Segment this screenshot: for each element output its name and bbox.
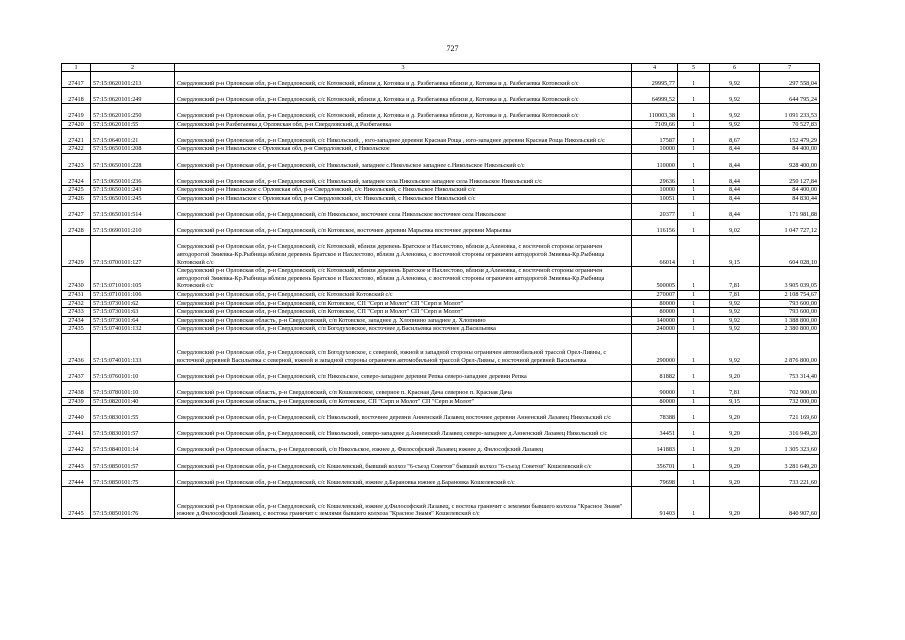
count-value: 1 <box>678 170 710 186</box>
location-description: Свердловский р-н Орловская обл, р-н Свердловский, с/с Никольский, западнее с.Никольское западнее с.Никольское Никольский с/с <box>175 153 632 169</box>
area-value: 110003,38 <box>632 104 678 120</box>
count-value: 1 <box>678 153 710 169</box>
rate-value: 9,92 <box>710 88 760 104</box>
cadastral-number: 57:15:0850101:75 <box>91 471 175 487</box>
rate-value: 9,92 <box>710 308 760 317</box>
count-value: 1 <box>678 397 710 406</box>
table-row <box>62 219 820 235</box>
cadastral-number: 57:15:0620101:249 <box>91 88 175 104</box>
cost-value: 2 380 800,00 <box>760 325 820 334</box>
table-row <box>62 194 820 203</box>
area-value: 81882 <box>632 365 678 381</box>
table-row <box>62 203 820 219</box>
cost-value: 1 091 233,53 <box>760 104 820 120</box>
count-value: 1 <box>678 325 710 334</box>
row-number: 27421 <box>62 129 91 145</box>
cost-value: 1 047 727,12 <box>760 219 820 235</box>
cadastral-number: 57:15:0650101:514 <box>91 203 175 219</box>
cost-value: 721 169,60 <box>760 406 820 422</box>
cadastral-number: 57:15:0710101:106 <box>91 291 175 300</box>
table-row <box>62 308 820 317</box>
row-number: 27442 <box>62 438 91 454</box>
cost-value: 84 400,00 <box>760 186 820 195</box>
row-number: 27433 <box>62 308 91 317</box>
table-row <box>62 487 820 518</box>
table-row <box>62 406 820 422</box>
cadastral-number: 57:15:0760101:10 <box>91 365 175 381</box>
table-row <box>62 72 820 88</box>
row-number: 27445 <box>62 487 91 518</box>
row-number: 27441 <box>62 422 91 438</box>
count-value: 1 <box>678 308 710 317</box>
cost-value: 702 900,00 <box>760 381 820 397</box>
row-number: 27432 <box>62 299 91 308</box>
area-value: 7109,66 <box>632 120 678 129</box>
rate-value: 8,67 <box>710 129 760 145</box>
cadastral-number: 57:15:0730101:62 <box>91 299 175 308</box>
rate-value: 9,92 <box>710 104 760 120</box>
cost-value: 3 905 039,05 <box>760 267 820 291</box>
cadastral-number: 57:15:0730101:63 <box>91 308 175 317</box>
row-number: 27420 <box>62 120 91 129</box>
row-number: 27437 <box>62 365 91 381</box>
count-value: 1 <box>678 471 710 487</box>
rate-value: 7,81 <box>710 381 760 397</box>
row-number: 27429 <box>62 235 91 266</box>
cost-value: 152 479,29 <box>760 129 820 145</box>
column-header: 6 <box>710 64 760 72</box>
area-value: 34451 <box>632 422 678 438</box>
count-value: 1 <box>678 194 710 203</box>
count-value: 1 <box>678 454 710 470</box>
row-number: 27422 <box>62 145 91 154</box>
location-description: Свердловский р-н Никольское с Орловская обл, р-н Свердловский, с/с Никольский, с Никольское Никольский с/с <box>175 194 632 203</box>
header-row <box>62 64 820 72</box>
rate-value: 9,92 <box>710 316 760 325</box>
count-value: 1 <box>678 299 710 308</box>
rate-value: 9,20 <box>710 438 760 454</box>
cost-value: 250 127,84 <box>760 170 820 186</box>
area-value: 80000 <box>632 308 678 317</box>
count-value: 1 <box>678 219 710 235</box>
row-number: 27444 <box>62 471 91 487</box>
table-row <box>62 334 820 365</box>
area-value: 90000 <box>632 381 678 397</box>
row-number: 27427 <box>62 203 91 219</box>
cost-value: 70 527,83 <box>760 120 820 129</box>
location-description: Свердловский р-н Орловская обл, р-н Свердловский, с/с Котовский, вблизи деревень Братское и Нахлестово, вблизи д.Аленовка, с восточной стороны ограничен автодорогой Змиевка-Кр.Рыбница вблизи деревень Братское и Нахлестово, вблизи д.Аленовка, с восточной стороны ограничен автодорогой Змиевка-Кр.Рыбница Котовский с/с <box>175 235 632 266</box>
count-value: 1 <box>678 88 710 104</box>
rate-value: 7,81 <box>710 267 760 291</box>
location-description: Свердловский р-н Орловская обл, р-н Свердловский, с/п Никольское, восточнее села Никольское восточнее села Никольское <box>175 203 632 219</box>
area-value: 10051 <box>632 194 678 203</box>
location-description: Свердловский р-н Никольское с Орловская обл, р-н Свердловский, с Никольское <box>175 145 632 154</box>
count-value: 1 <box>678 334 710 365</box>
rate-value: 9,92 <box>710 72 760 88</box>
cost-value: 733 221,60 <box>760 471 820 487</box>
cadastral-number: 57:15:0820101:40 <box>91 397 175 406</box>
rate-value: 8,44 <box>710 194 760 203</box>
cost-value: 604 028,10 <box>760 235 820 266</box>
count-value: 1 <box>678 422 710 438</box>
location-description: Свердловский р-н Орловская обл, р-н Свердловский, с/п Котовское, СП "Серп и Молот" СП "Серп и Молот" <box>175 299 632 308</box>
rate-value: 9,92 <box>710 325 760 334</box>
cadastral-number: 57:15:0830101:57 <box>91 422 175 438</box>
table-row <box>62 120 820 129</box>
location-description: Свердловский р-н Орловская область, р-н Свердловский, с/п Кошелевское, северное п. Красная Дача северное п. Красная Дача <box>175 381 632 397</box>
cadastral-number: 57:15:0650101:243 <box>91 186 175 195</box>
table-row <box>62 381 820 397</box>
table-row <box>62 316 820 325</box>
location-description: Свердловский р-н Орловская обл, р-н Свердловский, с/п Богодуховское, восточнее д.Васильевка восточнее д.Васильевка <box>175 325 632 334</box>
area-value: 64999,52 <box>632 88 678 104</box>
column-header: 3 <box>175 64 632 72</box>
row-number: 27426 <box>62 194 91 203</box>
cost-value: 1 388 800,00 <box>760 316 820 325</box>
area-value: 356701 <box>632 454 678 470</box>
location-description: Свердловский р-н Орловская обл, р-н Свердловский, с/с Никольский, западнее села Никольское западнее села Никольское Никольский с/с <box>175 170 632 186</box>
column-header: 7 <box>760 64 820 72</box>
cost-value: 928 400,00 <box>760 153 820 169</box>
cost-value: 84 400,00 <box>760 145 820 154</box>
rate-value: 8,44 <box>710 153 760 169</box>
count-value: 1 <box>678 129 710 145</box>
rate-value: 9,20 <box>710 471 760 487</box>
row-number: 27436 <box>62 334 91 365</box>
row-number: 27417 <box>62 72 91 88</box>
table-row <box>62 454 820 470</box>
table-row <box>62 325 820 334</box>
location-description: Свердловский р-н Орловская область, р-н Свердловский, с/п Котовское, СП "Серп и Молот" СП "Серп и Молот" <box>175 397 632 406</box>
area-value: 91403 <box>632 487 678 518</box>
location-description: Свердловский р-н Орловская обл, р-н Свердловский, с/с Котовский, вблизи д. Котовка и д. Разбегаевка вблизи д. Котовка и д. Разбегаевка Котовский с/с <box>175 104 632 120</box>
area-value: 500005 <box>632 267 678 291</box>
row-number: 27425 <box>62 186 91 195</box>
row-number: 27428 <box>62 219 91 235</box>
count-value: 1 <box>678 316 710 325</box>
table-row <box>62 422 820 438</box>
area-value: 79698 <box>632 471 678 487</box>
cadastral-number: 57:15:0740101:132 <box>91 325 175 334</box>
rate-value: 9,20 <box>710 487 760 518</box>
location-description: Свердловский р-н Орловская обл, р-н Свердловский, с/с Котовский Котовский с/с <box>175 291 632 300</box>
cost-value: 1 305 323,60 <box>760 438 820 454</box>
count-value: 1 <box>678 120 710 129</box>
area-value: 17587 <box>632 129 678 145</box>
area-value: 141883 <box>632 438 678 454</box>
row-number: 27424 <box>62 170 91 186</box>
rate-value: 9,92 <box>710 120 760 129</box>
table-row <box>62 88 820 104</box>
count-value: 1 <box>678 186 710 195</box>
column-header: 5 <box>678 64 710 72</box>
cost-value: 753 314,40 <box>760 365 820 381</box>
rate-value: 9,15 <box>710 235 760 266</box>
rate-value: 8,44 <box>710 170 760 186</box>
count-value: 1 <box>678 267 710 291</box>
cadastral-number: 57:15:0620101:55 <box>91 120 175 129</box>
count-value: 1 <box>678 487 710 518</box>
rate-value: 8,44 <box>710 186 760 195</box>
cost-value: 171 981,88 <box>760 203 820 219</box>
cadastral-number: 57:15:0740101:133 <box>91 334 175 365</box>
area-value: 80000 <box>632 299 678 308</box>
area-value: 240000 <box>632 325 678 334</box>
area-value: 29636 <box>632 170 678 186</box>
row-number: 27439 <box>62 397 91 406</box>
location-description: Свердловский р-н Орловская обл, р-н Свердловский, с/п Котовское, восточнее деревни Марьевка восточнее деревни Марьевка <box>175 219 632 235</box>
cadastral-number: 57:15:0690101:210 <box>91 219 175 235</box>
location-description: Свердловский р-н Орловская обл, р-н Свердловский, с/с Кошелевский, бывший колхоз "6-съезд Советов" бывший колхоз "6-съезд Советов" Кошелевский с/с <box>175 454 632 470</box>
table-row <box>62 235 820 266</box>
column-header: 1 <box>62 64 91 72</box>
area-value: 20377 <box>632 203 678 219</box>
row-number: 27431 <box>62 291 91 300</box>
location-description: Свердловский р-н Орловская обл, р-н Свердловский, с/с Никольский, восточнее деревни Анненский Лазавец восточнее деревни Анненский Лазавец Никольский с/с <box>175 406 632 422</box>
area-value: 80000 <box>632 397 678 406</box>
area-value: 140000 <box>632 316 678 325</box>
cadastral-number: 57:15:0650101:208 <box>91 145 175 154</box>
cost-value: 793 600,00 <box>760 299 820 308</box>
area-value: 29995,77 <box>632 72 678 88</box>
rate-value: 9,15 <box>710 397 760 406</box>
rate-value: 8,44 <box>710 145 760 154</box>
rate-value: 9,20 <box>710 454 760 470</box>
cost-value: 2 108 754,67 <box>760 291 820 300</box>
count-value: 1 <box>678 203 710 219</box>
cadastral-number: 57:15:0650101:245 <box>91 194 175 203</box>
count-value: 1 <box>678 235 710 266</box>
table-row <box>62 170 820 186</box>
count-value: 1 <box>678 365 710 381</box>
location-description: Свердловский р-н Орловская обл, р-н Свердловский, с/с Никольский, северо-западнее д.Анненский Лазавец северо-западнее д.Анненский Лазавец Никольский с/с <box>175 422 632 438</box>
cadastral-number: 57:15:0830101:55 <box>91 406 175 422</box>
area-value: 110000 <box>632 153 678 169</box>
area-value: 290000 <box>632 334 678 365</box>
rate-value: 9,92 <box>710 299 760 308</box>
cost-value: 840 907,60 <box>760 487 820 518</box>
table-row <box>62 438 820 454</box>
cadastral-number: 57:15:0780101:10 <box>91 381 175 397</box>
cadastral-number: 57:15:0640101:21 <box>91 129 175 145</box>
location-description: Свердловский р-н Орловская обл, р-н Свердловский, с/п Никольское, северо-западнее деревни Репка северо-западнее деревни Репка <box>175 365 632 381</box>
row-number: 27423 <box>62 153 91 169</box>
row-number: 27418 <box>62 88 91 104</box>
cost-value: 2 876 800,00 <box>760 334 820 365</box>
location-description: Свердловский р-н Орловская область, р-н Свердловский, с/п Котовское, западнее д. Хлопнино западнее д. Хлопнино <box>175 316 632 325</box>
area-value: 116156 <box>632 219 678 235</box>
cost-value: 793 600,00 <box>760 308 820 317</box>
count-value: 1 <box>678 381 710 397</box>
cadastral-number: 57:15:0650101:228 <box>91 153 175 169</box>
table-row <box>62 145 820 154</box>
table-row <box>62 397 820 406</box>
rate-value: 9,20 <box>710 406 760 422</box>
location-description: Свердловский р-н Орловская обл, р-н Свердловский, с/п Богодуховское, с северной, южной и западной стороны ограничен автомобильной трассой Орел-Ливны, с восточной деревней Васильевка с северной, южной и западной стороны ограничен автомобильной трассой Орел-Ливны, с восточной деревней Васильевка <box>175 334 632 365</box>
count-value: 1 <box>678 72 710 88</box>
row-number: 27443 <box>62 454 91 470</box>
count-value: 1 <box>678 104 710 120</box>
cost-value: 297 558,04 <box>760 72 820 88</box>
cadastral-number: 57:15:0620101:213 <box>91 72 175 88</box>
cadastral-number: 57:15:0730101:64 <box>91 316 175 325</box>
cadastral-number: 57:15:0620101:250 <box>91 104 175 120</box>
location-description: Свердловский р-н Орловская обл, р-н Свердловский, с/с Кошелевский, южнее д.Барановка южнее д.Барановка Кошелевский с/с <box>175 471 632 487</box>
rate-value: 9,02 <box>710 219 760 235</box>
table-row <box>62 129 820 145</box>
location-description: Свердловский р-н Орловская обл, р-н Свердловский, с/с Котовский, вблизи д. Котовка и д. Разбегаевка вблизи д. Котовка и д. Разбегаевка Котовский с/с <box>175 72 632 88</box>
row-number: 27435 <box>62 325 91 334</box>
row-number: 27430 <box>62 267 91 291</box>
area-value: 78388 <box>632 406 678 422</box>
column-header: 4 <box>632 64 678 72</box>
rate-value: 8,44 <box>710 203 760 219</box>
rate-value: 7,81 <box>710 291 760 300</box>
page-number: 727 <box>446 44 459 53</box>
row-number: 27434 <box>62 316 91 325</box>
area-value: 10000 <box>632 145 678 154</box>
table-row <box>62 365 820 381</box>
table-row <box>62 186 820 195</box>
rate-value: 9,20 <box>710 422 760 438</box>
row-number: 27419 <box>62 104 91 120</box>
area-value: 270007 <box>632 291 678 300</box>
cadastral-number: 57:15:0840101:14 <box>91 438 175 454</box>
cadastral-number: 57:15:0710101:105 <box>91 267 175 291</box>
row-number: 27440 <box>62 406 91 422</box>
location-description: Свердловский р-н Орловская область, р-н Свердловский, с/п Никольское, южнее д. Философский Лазавец южнее д. Философский Лазавец <box>175 438 632 454</box>
area-value: 66014 <box>632 235 678 266</box>
count-value: 1 <box>678 406 710 422</box>
column-header: 2 <box>91 64 175 72</box>
location-description: Свердловский р-н Разбегаевка д Орловская обл, р-н Свердловский, д Разбегаевка <box>175 120 632 129</box>
cadastral-number: 57:15:0850101:76 <box>91 487 175 518</box>
count-value: 1 <box>678 291 710 300</box>
location-description: Свердловский р-н Орловская обл, р-н Свердловский, с/п Котовское, СП "Серп и Молот" СП "Серп и Молот" <box>175 308 632 317</box>
table-row <box>62 153 820 169</box>
cost-value: 644 795,24 <box>760 88 820 104</box>
cadastral-number: 57:15:0650101:236 <box>91 170 175 186</box>
row-number: 27438 <box>62 381 91 397</box>
table-row <box>62 291 820 300</box>
rate-value: 9,20 <box>710 365 760 381</box>
table-row <box>62 267 820 291</box>
rate-value: 9,92 <box>710 334 760 365</box>
table-row <box>62 471 820 487</box>
count-value: 1 <box>678 145 710 154</box>
location-description: Свердловский р-н Орловская обл, р-н Свердловский, с/с Котовский, вблизи деревень Братское и Нахлестово, вблизи д.Аленовка, с восточной стороны ограничен автодорогой Змиевка-Кр.Рыбница вблизи деревень Братское и Нахлестово, вблизи д.Аленовка, с восточной стороны ограничен автодорогой Змиевка-Кр.Рыбница Котовский с/с <box>175 267 632 291</box>
cost-value: 3 281 649,20 <box>760 454 820 470</box>
table-row <box>62 104 820 120</box>
location-description: Свердловский р-н Орловская обл, р-н Свердловский, с/с Котовский, вблизи д. Котовка и д. Разбегаевка вблизи д. Котовка и д. Разбегаевка Котовский с/с <box>175 88 632 104</box>
cadastral-number: 57:15:0700101:127 <box>91 235 175 266</box>
location-description: Свердловский р-н Никольское с Орловская обл, р-н Свердловский, с/с Никольский, с Никольское Никольский с/с <box>175 186 632 195</box>
area-value: 10000 <box>632 186 678 195</box>
cadastral-number: 57:15:0850101:57 <box>91 454 175 470</box>
location-description: Свердловский р-н Орловская обл, р-н Свердловский, с/с Кошелевский, южнее д.Философский Лазавец, с востока граничит с землями бывшего колхоза "Красное Знамя" южнее д.Философский Лазавец, с востока граничит с землями бывшего колхоза "Красное Знамя" Кошелевский с/с <box>175 487 632 518</box>
cost-value: 732 000,00 <box>760 397 820 406</box>
cost-value: 316 949,20 <box>760 422 820 438</box>
location-description: Свердловский р-н Орловская обл, р-н Свердловский, с/с Никольский, , юго-западнее деревни Красная Роща , юго-западнее деревни Красная Роща Никольский с/с <box>175 129 632 145</box>
cadastral-table <box>61 63 820 519</box>
cost-value: 84 830,44 <box>760 194 820 203</box>
count-value: 1 <box>678 438 710 454</box>
table-row <box>62 299 820 308</box>
